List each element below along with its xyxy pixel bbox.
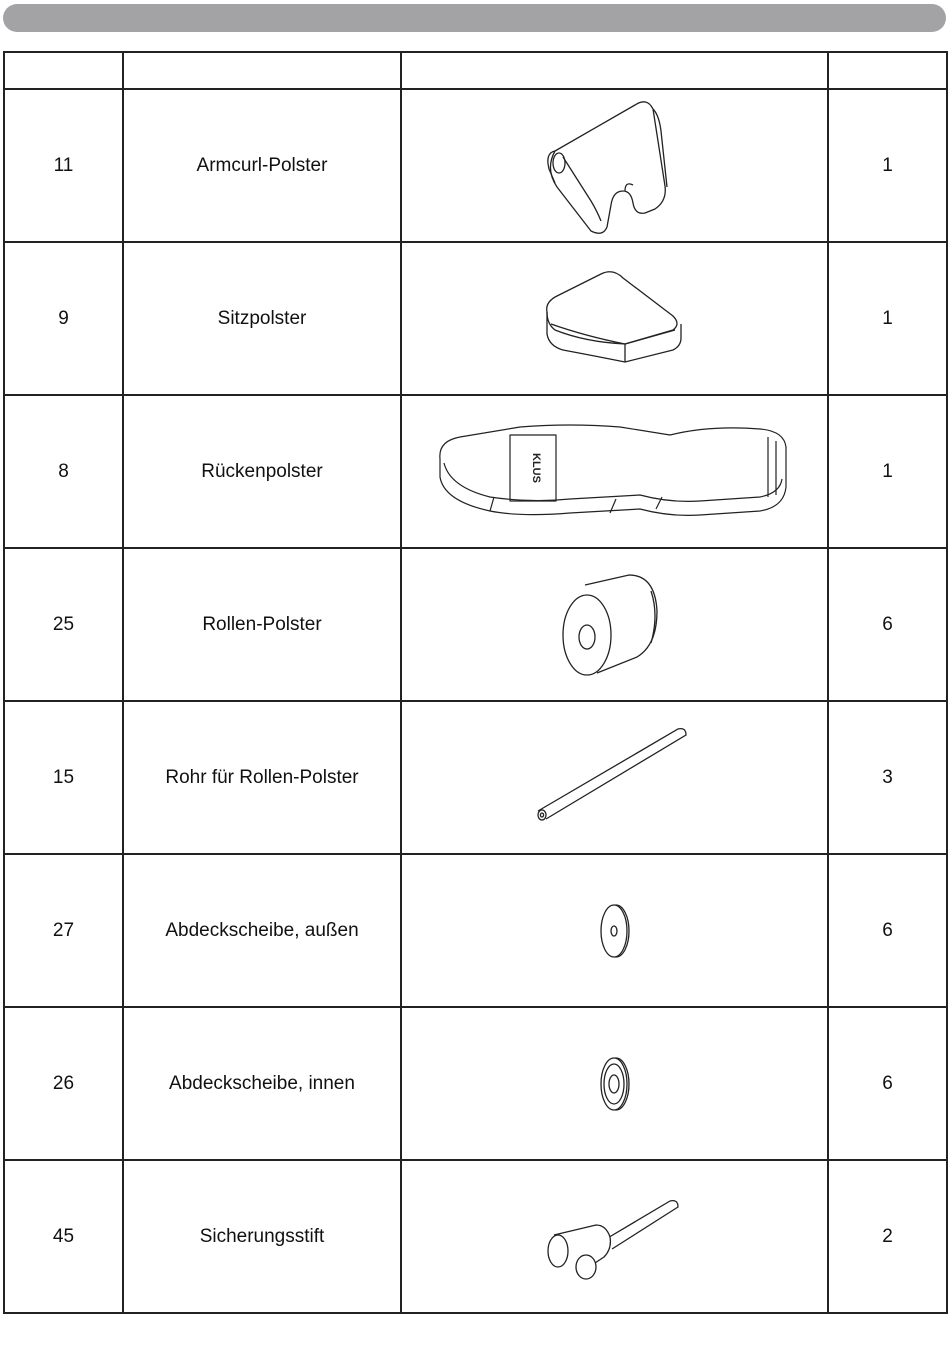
table-row [4,1160,947,1313]
header-quantity [828,52,947,89]
header-part-name [123,52,401,89]
brand-logo [530,453,542,483]
quantity: 2 [828,1160,947,1313]
part-image-cell [401,1007,828,1160]
part-number: 9 [4,242,123,395]
part-number: 27 [4,854,123,1007]
table-row [4,548,947,701]
roller-pad-drawing [555,565,675,685]
quantity: 3 [828,701,947,854]
parts-table [3,51,948,1314]
part-image-cell [401,701,828,854]
table-header-row [4,52,947,89]
part-image-cell [401,89,828,242]
part-number: 26 [4,1007,123,1160]
back-pad-drawing [430,417,800,527]
header-part-number [4,52,123,89]
table-row [4,242,947,395]
table-row [4,89,947,242]
part-number: 11 [4,89,123,242]
table-row [4,854,947,1007]
quantity: 6 [828,548,947,701]
header-bar [3,4,946,32]
part-name: Rückenpolster [123,395,401,548]
table-row [4,395,947,548]
part-name: Abdeckscheibe, innen [123,1007,401,1160]
part-name: Rohr für Rollen-Polster [123,701,401,854]
locking-pin-drawing [540,1187,690,1287]
part-image-cell [401,395,828,548]
part-image-cell [401,242,828,395]
quantity: 1 [828,242,947,395]
header-part-image [401,52,828,89]
inner-cover-disc-drawing [590,1049,640,1119]
part-image-cell [401,1160,828,1313]
part-number: 25 [4,548,123,701]
part-name: Abdeckscheibe, außen [123,854,401,1007]
table-row [4,701,947,854]
seat-pad-drawing [535,264,695,374]
quantity: 1 [828,89,947,242]
armcurl-pad-drawing [515,91,715,241]
outer-cover-disc-drawing [590,896,640,966]
part-number: 8 [4,395,123,548]
part-number: 15 [4,701,123,854]
part-name: Sitzpolster [123,242,401,395]
part-number: 45 [4,1160,123,1313]
table-row [4,1007,947,1160]
part-image-cell [401,548,828,701]
tube-drawing [530,723,700,833]
quantity: 1 [828,395,947,548]
part-name: Sicherungsstift [123,1160,401,1313]
quantity: 6 [828,1007,947,1160]
part-name: Rollen-Polster [123,548,401,701]
svg-text:KLUS: KLUS [529,452,542,483]
part-name: Armcurl-Polster [123,89,401,242]
part-image-cell [401,854,828,1007]
quantity: 6 [828,854,947,1007]
